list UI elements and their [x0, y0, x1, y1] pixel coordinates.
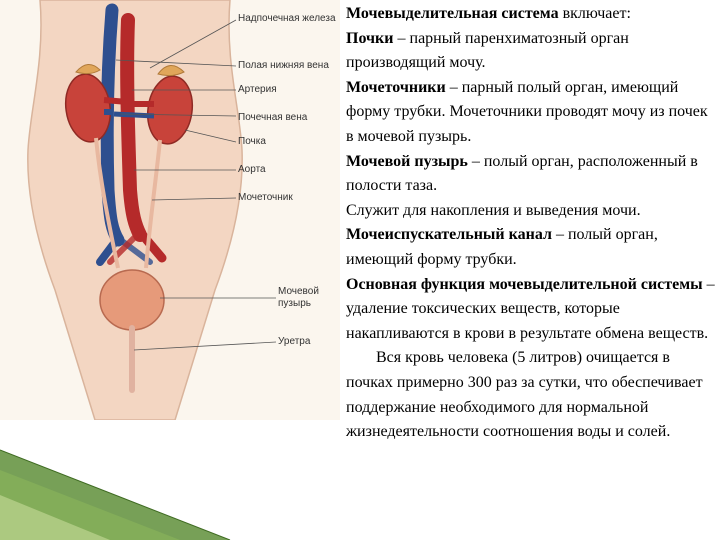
bladder-shape [100, 270, 164, 330]
label-aorta: Аорта [238, 164, 266, 175]
paragraph-kidneys: Почки – парный паренхиматозный орган производящий мочу. [346, 29, 629, 72]
paragraph-bladder: Мочевой пузырь – полый орган, расположенный в полости таза. [346, 152, 698, 195]
term-main-function: Основная функция мочевыделительной системы [346, 275, 703, 293]
paragraph-intro: Мочевыделительная система включает: [346, 5, 631, 22]
term-bladder: Мочевой пузырь [346, 152, 468, 170]
label-renal-vein: Почечная вена [238, 112, 308, 123]
label-ivc: Полая нижняя вена [238, 60, 329, 71]
paragraph-blood: Вся кровь человека (5 литров) очищается в почках примерно 300 раз за сутки, что обеспечивает поддержание необходимого для нормальной жизнедеятельности соотношения воды и солей. [346, 349, 703, 441]
term-kidneys: Почки [346, 29, 394, 47]
paragraph-bladder-function: Служит для накопления и выведения мочи. [346, 201, 641, 219]
label-kidney: Почка [238, 136, 266, 147]
paragraph-ureters: Мочеточники – парный полый орган, имеющий форму трубки. Мочеточники проводят мочу из почек в мочевой пузырь. [346, 78, 708, 145]
term-ureters: Мочеточники [346, 78, 446, 96]
term-urinary-system: Мочевыделительная система [346, 5, 559, 22]
text-panel [346, 2, 718, 445]
anatomy-figure [0, 0, 340, 420]
label-ureter: Мочеточник [238, 192, 293, 203]
corner-decoration [0, 440, 340, 540]
paragraph-main-function: Основная функция мочевыделительной системы – удаление токсических веществ, которые накапливаются в крови в результате обмена веществ. [346, 275, 715, 342]
label-adrenal: Надпочечная железа [238, 13, 336, 24]
term-urethra: Мочеиспускательный канал [346, 226, 552, 244]
label-artery: Артерия [238, 84, 277, 95]
label-bladder: Мочевой пузырь [278, 286, 319, 309]
paragraph-urethra: Мочеиспускательный канал – полый орган, имеющий форму трубки. [346, 226, 658, 268]
label-urethra: Уретра [278, 336, 311, 347]
